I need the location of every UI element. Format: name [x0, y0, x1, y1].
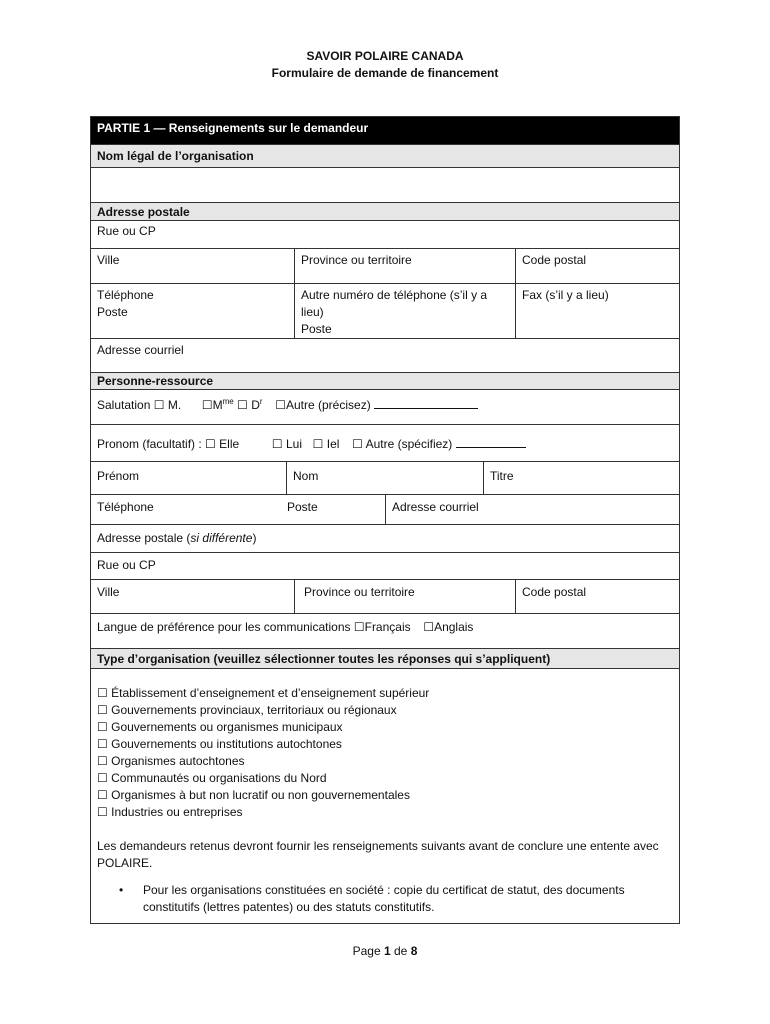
contact-ext-label: Poste: [287, 500, 318, 514]
contact-phone-label: Téléphone: [97, 500, 154, 514]
org-type-option[interactable]: ☐ Industries ou entreprises: [97, 805, 243, 819]
org-type-options: [91, 668, 679, 924]
phone-label: Téléphone: [97, 288, 154, 302]
first-name-field[interactable]: [91, 462, 286, 494]
contact-postal-field[interactable]: [515, 580, 681, 613]
title-field[interactable]: [483, 462, 681, 494]
contact-section: [91, 372, 679, 389]
legal-name-label: Nom légal de l’organisation: [97, 149, 254, 163]
contact-province-label: Province ou territoire: [304, 585, 415, 599]
postal-code-field[interactable]: [515, 249, 681, 283]
lang-french: Français: [364, 620, 411, 634]
legal-name-section: [91, 144, 679, 167]
salutation-mme: $M^{me}$: [212, 397, 234, 412]
phone-row: [91, 283, 679, 338]
contact-mailing-row: [91, 524, 679, 552]
street-label: Rue ou CP: [97, 224, 156, 238]
org-type-section: [91, 648, 679, 668]
checkbox-french[interactable]: ☐: [353, 620, 365, 634]
checkbox-iel[interactable]: ☐: [312, 437, 324, 451]
phone-field[interactable]: [91, 284, 294, 338]
checkbox-other-salutation[interactable]: ☐: [275, 398, 286, 412]
email-field[interactable]: [91, 338, 679, 372]
contact-label: Personne-ressource: [97, 374, 214, 388]
contact-street-label: Rue ou CP: [97, 558, 156, 572]
alt-phone-field[interactable]: [294, 284, 515, 338]
contact-email-label: Adresse courriel: [392, 500, 479, 514]
postal-code-label: Code postal: [522, 253, 587, 267]
org-type-list: [97, 685, 673, 821]
org-type-option[interactable]: ☐ Organismes à but non lucratif ou non gouvernementales: [97, 788, 410, 802]
part1-header: [91, 117, 679, 144]
checkbox-elle[interactable]: ☐: [205, 437, 216, 451]
document-header: [0, 48, 770, 82]
contact-city-label: Ville: [97, 585, 120, 599]
checkbox-english[interactable]: ☐: [423, 620, 435, 634]
pronoun-iel: Iel: [326, 437, 340, 451]
salutation-label: Salutation: [97, 398, 151, 412]
ext-label: Poste: [97, 305, 128, 319]
salutation-other-blank[interactable]: [374, 396, 478, 409]
contact-email-field[interactable]: [385, 495, 681, 524]
email-label: Adresse courriel: [97, 343, 184, 357]
last-name-label: Nom: [293, 469, 319, 483]
street-field[interactable]: [91, 220, 679, 248]
last-name-field[interactable]: [286, 462, 483, 494]
org-name: SAVOIR POLAIRE CANADA: [306, 49, 464, 63]
org-type-option[interactable]: ☐ Établissement d’enseignement et d’enseignement supérieur: [97, 686, 430, 700]
pronoun-row: [91, 424, 679, 461]
fax-label: Fax (s’il y a lieu): [522, 288, 609, 302]
title-label: Titre: [490, 469, 514, 483]
contact-postal-label: Code postal: [522, 585, 587, 599]
pronoun-elle: Elle: [219, 437, 240, 451]
contact-province-field[interactable]: [294, 580, 515, 613]
legal-name-field[interactable]: [91, 167, 679, 202]
salutation-m: M.: [167, 398, 182, 412]
contact-street-field[interactable]: [91, 552, 679, 579]
part1-title: PARTIE 1 — Renseignements sur le demandeur: [97, 121, 369, 135]
checkbox-m[interactable]: ☐: [153, 398, 165, 412]
requirements-note: Les demandeurs retenus devront fournir les renseignements suivants avant de conclure une entente avec POLAIRE.: [97, 839, 659, 870]
alt-phone-label: Autre numéro de téléphone (s’il y a lieu): [301, 288, 488, 319]
checkbox-dr[interactable]: ☐: [237, 398, 248, 412]
pronoun-other: Autre (spécifiez): [365, 437, 453, 451]
city-province-row: [91, 248, 679, 283]
province-field[interactable]: [294, 249, 515, 283]
fax-field[interactable]: [515, 284, 681, 338]
bullet-icon: •: [119, 883, 124, 897]
org-type-option[interactable]: ☐ Gouvernements provinciaux, territoriaux ou régionaux: [97, 703, 397, 717]
pronoun-label: Pronom (facultatif) :: [97, 437, 202, 451]
first-name-label: Prénom: [97, 469, 140, 483]
page-number: Page 1 de 8: [352, 944, 418, 958]
contact-city-row: [91, 579, 679, 613]
contact-mailing-label: Adresse postale (si différente): [97, 531, 257, 545]
city-label: Ville: [97, 253, 120, 267]
org-type-option[interactable]: ☐ Communautés ou organisations du Nord: [97, 771, 327, 785]
org-type-option[interactable]: ☐ Gouvernements ou institutions autochtones: [97, 737, 342, 751]
language-label: Langue de préférence pour les communications: [97, 620, 351, 634]
org-type-option[interactable]: ☐ Organismes autochtones: [97, 754, 245, 768]
contact-ext-field[interactable]: [281, 495, 385, 524]
contact-phone-field[interactable]: [91, 495, 281, 524]
mailing-address-label: Adresse postale: [97, 205, 190, 219]
language-row: [91, 613, 679, 648]
form-title: Formulaire de demande de financement: [271, 66, 499, 80]
alt-ext-label: Poste: [301, 322, 332, 336]
pronoun-other-blank[interactable]: [456, 435, 526, 448]
org-type-label: Type d’organisation (veuillez sélectionner toutes les réponses qui s’appliquent): [97, 652, 551, 666]
salutation-other: Autre (précisez): [286, 398, 371, 412]
checkbox-mme[interactable]: ☐: [201, 398, 213, 412]
checkbox-other-pronoun[interactable]: ☐: [352, 437, 363, 451]
requirements-bullet: [97, 882, 673, 916]
contact-city-field[interactable]: [91, 580, 294, 613]
checkbox-lui[interactable]: ☐: [271, 437, 283, 451]
lang-english: Anglais: [434, 620, 474, 634]
pronoun-lui: Lui: [285, 437, 302, 451]
application-form: [90, 116, 680, 924]
province-label: Province ou territoire: [301, 253, 412, 267]
salutation-dr: $D^r$: [251, 397, 263, 412]
city-field[interactable]: [91, 249, 294, 283]
org-type-option[interactable]: ☐ Gouvernements ou organismes municipaux: [97, 720, 343, 734]
contact-phone-row: [91, 494, 679, 524]
name-row: [91, 461, 679, 494]
bullet-text: Pour les organisations constituées en société : copie du certificat de statut, des documents constitutifs (lettres patentes) ou des statuts constitutifs.: [143, 883, 625, 914]
salutation-row: [91, 389, 679, 424]
mailing-address-section: [91, 202, 679, 220]
